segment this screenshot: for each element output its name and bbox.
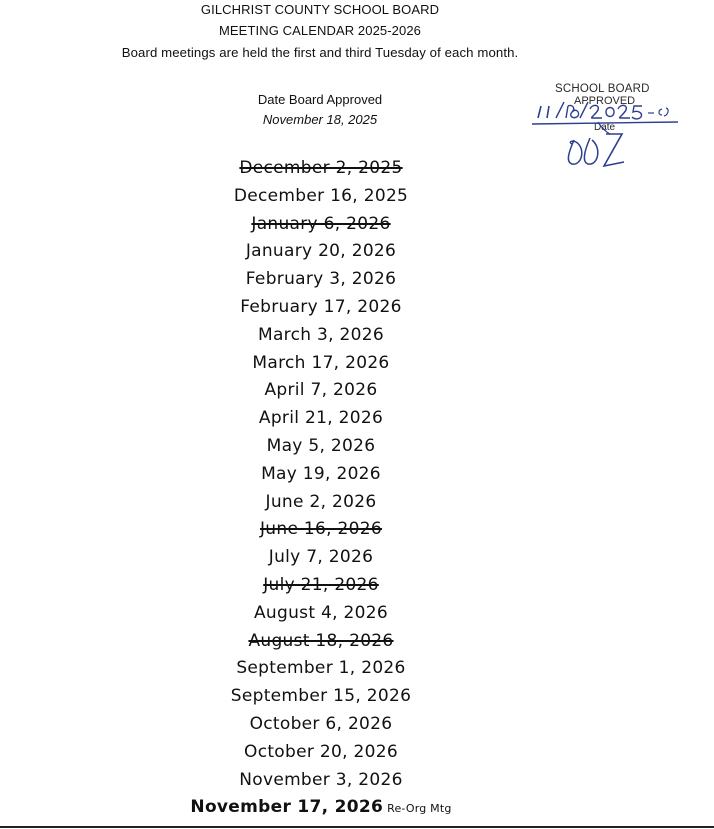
meeting-date-item [0,294,642,322]
meeting-date: June 2, 2026 [265,491,377,512]
meeting-date-item [0,433,642,461]
meeting-date: May 5, 2026 [266,435,376,456]
meeting-date: April 21, 2026 [258,408,384,429]
meeting-date-cancelled: June 16, 2026 [259,519,383,540]
meeting-date-item [0,405,642,433]
meeting-date-item [0,655,642,683]
meeting-date-item [0,489,642,517]
meeting-date-cancelled: December 2, 2025 [239,158,403,178]
meeting-dates-list [0,155,642,822]
meeting-date: October 20, 2026 [244,741,398,762]
meeting-date: April 7, 2026 [264,380,378,401]
meeting-date-cancelled: July 21, 2026 [263,574,379,595]
stamp-title: SCHOOL BOARD [555,83,650,95]
meeting-date-item [0,266,642,294]
calendar-title-line1: GILCHRIST COUNTY SCHOOL BOARD [200,2,440,17]
meeting-date: December 16, 2025 [233,185,409,206]
meeting-date-item [0,350,642,378]
meeting-date: November 3, 2026 [239,769,403,790]
meeting-note: Re-Org Mtg [387,802,452,816]
meeting-date: May 19, 2026 [261,463,381,484]
meeting-date: November 17, 2026 [190,797,384,818]
meeting-date-item [0,516,642,544]
meeting-date-item [0,572,642,600]
meeting-date-item [0,767,642,795]
meeting-date-item [0,628,642,656]
meeting-date-item [0,322,642,350]
approval-block [230,90,410,130]
meeting-date-item [0,711,642,739]
meeting-date-item [0,183,642,211]
meeting-date: February 3, 2026 [245,269,397,290]
meeting-date-item [0,544,642,572]
meeting-date-item [0,739,642,767]
meeting-date-cancelled: August 18, 2026 [248,630,394,651]
meeting-date-item [0,238,642,266]
meeting-date-cancelled: January 6, 2026 [251,213,391,234]
stamp-date-label: Date [594,122,616,133]
meeting-date-item [0,683,642,711]
meeting-date: July 7, 2026 [268,547,374,568]
approval-label: Date Board Approved [257,92,383,107]
calendar-title-line2: MEETING CALENDAR 2025-2026 [218,23,421,38]
meeting-date: September 1, 2026 [236,658,406,679]
approval-date: November 18, 2025 [262,112,378,127]
meeting-date: September 15, 2026 [230,686,412,707]
meeting-date: March 17, 2026 [252,352,390,373]
page-bottom-rule [0,826,714,828]
meeting-date: March 3, 2026 [257,324,384,345]
meeting-date-item [0,461,642,489]
meeting-date-item [0,377,642,405]
meeting-date: January 20, 2026 [245,241,397,262]
meeting-date: February 17, 2026 [240,296,402,317]
meeting-date-item [0,600,642,628]
stamp-approved: APPROVED [574,95,636,107]
meeting-date-item [0,211,642,239]
calendar-subtitle: Board meetings are held the first and third Tuesday of each month. [121,45,519,60]
meeting-date: August 4, 2026 [254,602,388,623]
meeting-date-item [0,155,642,183]
meeting-date: October 6, 2026 [249,713,393,734]
meeting-date-item [0,794,642,822]
